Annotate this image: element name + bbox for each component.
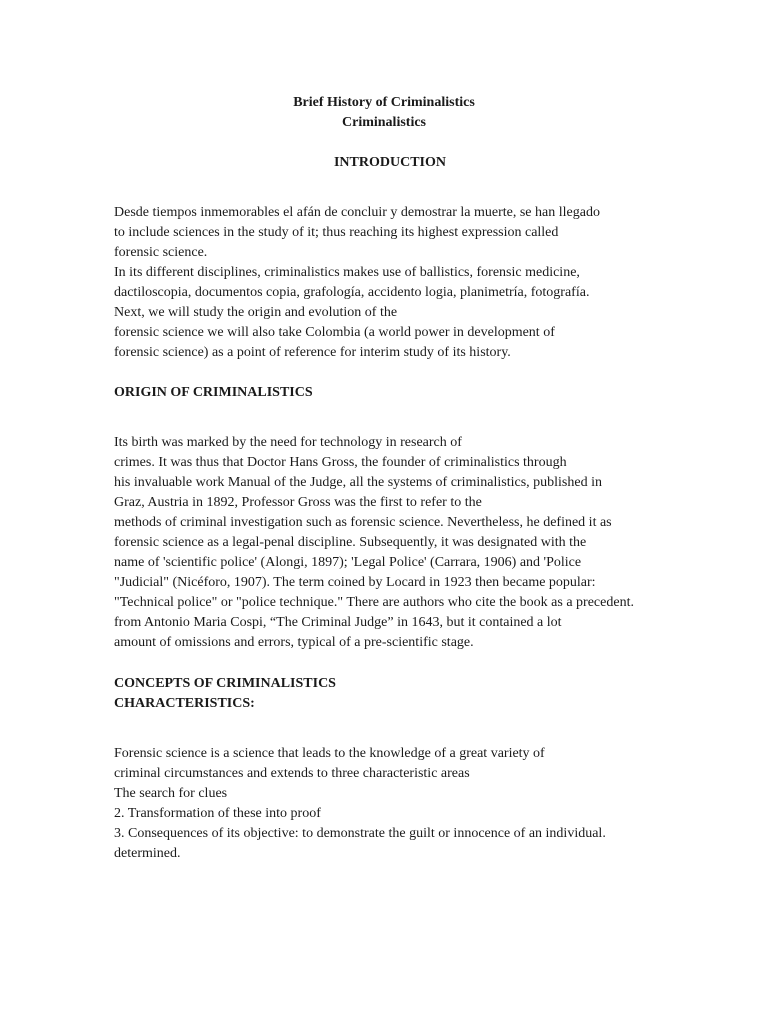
paragraph-line: Its birth was marked by the need for technology in research of: [114, 435, 462, 450]
paragraph-line: In its different disciplines, criminalistics makes use of ballistics, forensic medicine,: [114, 265, 580, 280]
paragraph-line: forensic science.: [114, 245, 208, 260]
list-item: The search for clues: [114, 786, 228, 801]
paragraph-line: crimes. It was thus that Doctor Hans Gross, the founder of criminalistics through: [114, 455, 567, 470]
paragraph-line: Next, we will study the origin and evolution of the: [114, 305, 398, 320]
section-heading-origin: ORIGIN OF CRIMINALISTICS: [114, 385, 313, 400]
paragraph-line: Forensic science is a science that leads to the knowledge of a great variety of: [114, 746, 545, 761]
section-heading-characteristics: CHARACTERISTICS:: [114, 696, 255, 711]
document-title: Brief History of Criminalistics: [293, 95, 475, 110]
paragraph-line: name of 'scientific police' (Alongi, 1897); 'Legal Police' (Carrara, 1906) and 'Police: [114, 555, 582, 570]
paragraph-line: criminal circumstances and extends to three characteristic areas: [114, 766, 470, 781]
paragraph-line: "Technical police" or "police technique." There are authors who cite the book as a precedent.: [114, 595, 634, 610]
paragraph-line: dactiloscopia, documentos copia, grafología, accidento logia, planimetría, fotografía.: [114, 285, 590, 300]
paragraph-line: methods of criminal investigation such as forensic science. Nevertheless, he defined it as: [114, 515, 612, 530]
paragraph-line: from Antonio Maria Cospi, “The Criminal Judge” in 1643, but it contained a lot: [114, 615, 562, 630]
paragraph-line: to include sciences in the study of it; thus reaching its highest expression called: [114, 225, 559, 240]
paragraph-line: his invaluable work Manual of the Judge, all the systems of criminalistics, published in: [114, 475, 602, 490]
paragraph-line: forensic science) as a point of reference for interim study of its history.: [114, 345, 511, 360]
paragraph-line: forensic science as a legal-penal discipline. Subsequently, it was designated with the: [114, 535, 587, 550]
paragraph-line: "Judicial" (Nicéforo, 1907). The term coined by Locard in 1923 then became popular:: [114, 575, 596, 590]
list-item: 3. Consequences of its objective: to demonstrate the guilt or innocence of an individual.: [114, 826, 606, 841]
paragraph-line: Graz, Austria in 1892, Professor Gross was the first to refer to the: [114, 495, 482, 510]
paragraph-line: Desde tiempos inmemorables el afán de concluir y demostrar la muerte, se han llegado: [114, 205, 600, 220]
section-heading-concepts: CONCEPTS OF CRIMINALISTICS: [114, 676, 336, 691]
paragraph-line: forensic science we will also take Colombia (a world power in development of: [114, 325, 555, 340]
paragraph-line: amount of omissions and errors, typical of a pre-scientific stage.: [114, 635, 474, 650]
section-heading-introduction: INTRODUCTION: [333, 155, 446, 170]
document-subtitle: Criminalistics: [342, 115, 426, 130]
list-item: 2. Transformation of these into proof: [114, 806, 321, 821]
paragraph-line: determined.: [114, 846, 181, 861]
